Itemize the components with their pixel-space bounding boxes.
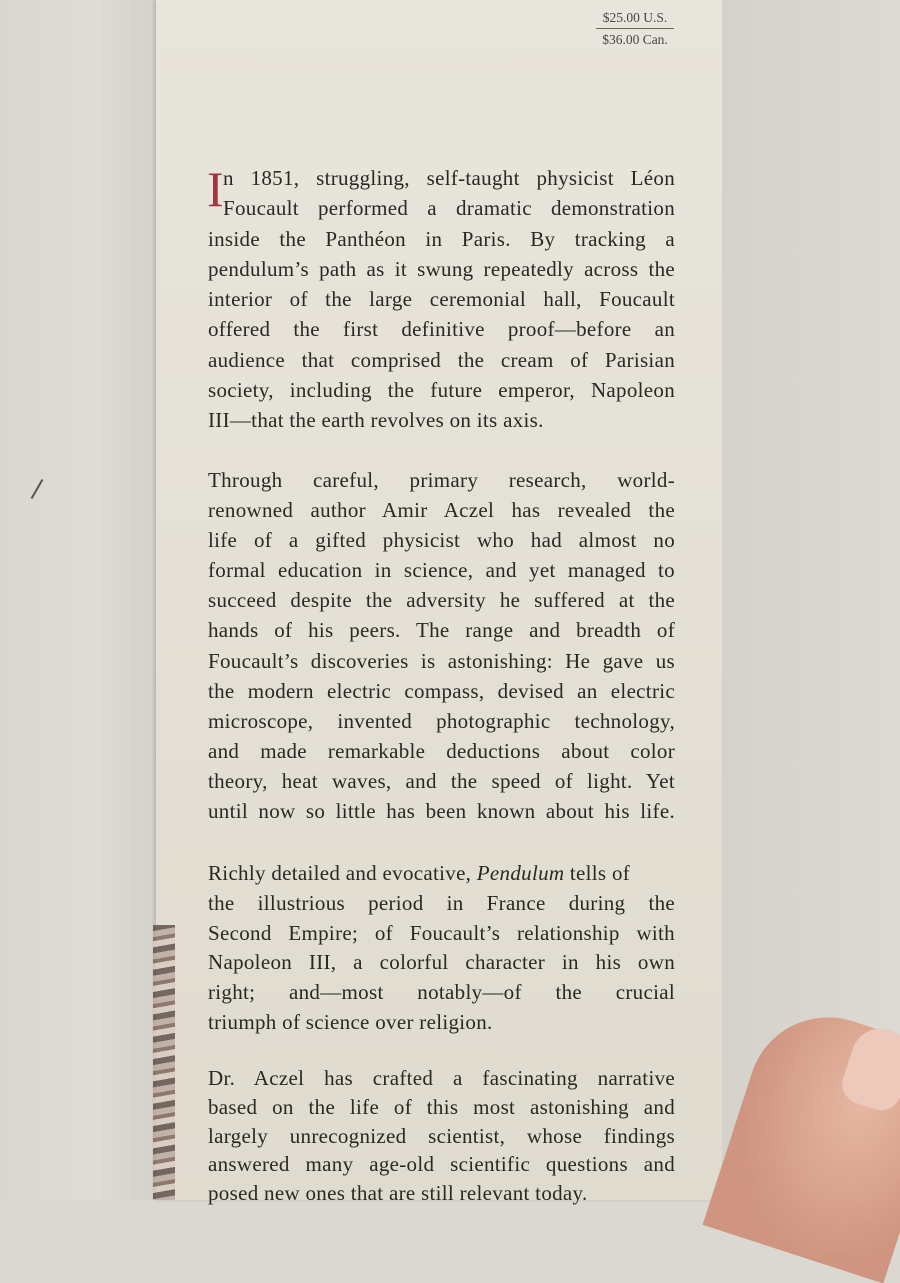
text-line: based on the life of this most astonishing and [208, 1094, 675, 1119]
cover-art-strip [153, 925, 175, 1200]
paragraph-2 [208, 468, 675, 829]
text-line: pendulum’s path as it swung repeatedly across the [208, 256, 675, 281]
text-line: the illustrious period in France during the [208, 890, 675, 915]
text-segment: Richly detailed and evocative, [208, 861, 477, 885]
text-line: III—that the earth revolves on its axis. [208, 408, 544, 433]
text-line: n 1851, struggling, self-taught physicist Léon [223, 166, 675, 190]
paragraph-3 [208, 861, 675, 1040]
text-line: interior of the large ceremonial hall, Foucault [208, 287, 675, 312]
price-block [596, 8, 674, 49]
text-line [208, 861, 675, 891]
text-line: inside the Panthéon in Paris. By tracking a [208, 226, 675, 251]
text-line: succeed despite the adversity he suffered at the [208, 588, 675, 613]
text-line: microscope, invented photographic technology, [208, 708, 675, 733]
paragraph-1 [207, 161, 675, 439]
text-line: Foucault’s discoveries is astonishing: He gave us [208, 648, 675, 673]
text-line: Dr. Aczel has crafted a fascinating narrative [208, 1066, 675, 1090]
text-line: and made remarkable deductions about color [208, 738, 675, 763]
text-line: offered the first definitive proof—before an [208, 317, 675, 342]
text-line: renowned author Amir Aczel has revealed the [208, 498, 675, 523]
price-canada: $36.00 Can. [602, 32, 668, 47]
text-line: answered many age-old scientific questions and [208, 1152, 675, 1177]
text-line: formal education in science, and yet managed to [208, 558, 675, 583]
text-line: society, including the future emperor, Napoleon [208, 378, 675, 403]
text-line: until now so little has been known about his life. [208, 799, 675, 824]
text-line: Napoleon III, a colorful character in his own [208, 950, 675, 975]
text-line: the modern electric compass, devised an electric [208, 678, 675, 703]
text-line: Foucault performed a dramatic demonstration [223, 196, 675, 221]
text-line: largely unrecognized scientist, whose findings [208, 1123, 675, 1148]
price-us: $25.00 U.S. [602, 10, 668, 25]
text-line: Second Empire; of Foucault’s relationship with [208, 920, 675, 945]
text-line: right; and—most notably—of the crucial [208, 980, 675, 1005]
text-line: Through careful, primary research, world- [208, 468, 675, 492]
text-segment: tells of [564, 861, 631, 885]
text-line: life of a gifted physicist who had almost no [208, 528, 675, 553]
text-line: theory, heat waves, and the speed of light. Yet [208, 768, 675, 793]
text-line: posed new ones that are still relevant today. [208, 1181, 588, 1206]
price-divider [596, 28, 674, 29]
table-surface-left [0, 0, 158, 1200]
text-line: audience that comprised the cream of Parisian [208, 347, 675, 372]
paragraph-4 [208, 1066, 675, 1210]
book-title: Pendulum [476, 861, 565, 885]
text-line: triumph of science over religion. [208, 1009, 493, 1034]
drop-cap: I [207, 161, 224, 217]
text-line: hands of his peers. The range and breadth of [208, 618, 675, 643]
